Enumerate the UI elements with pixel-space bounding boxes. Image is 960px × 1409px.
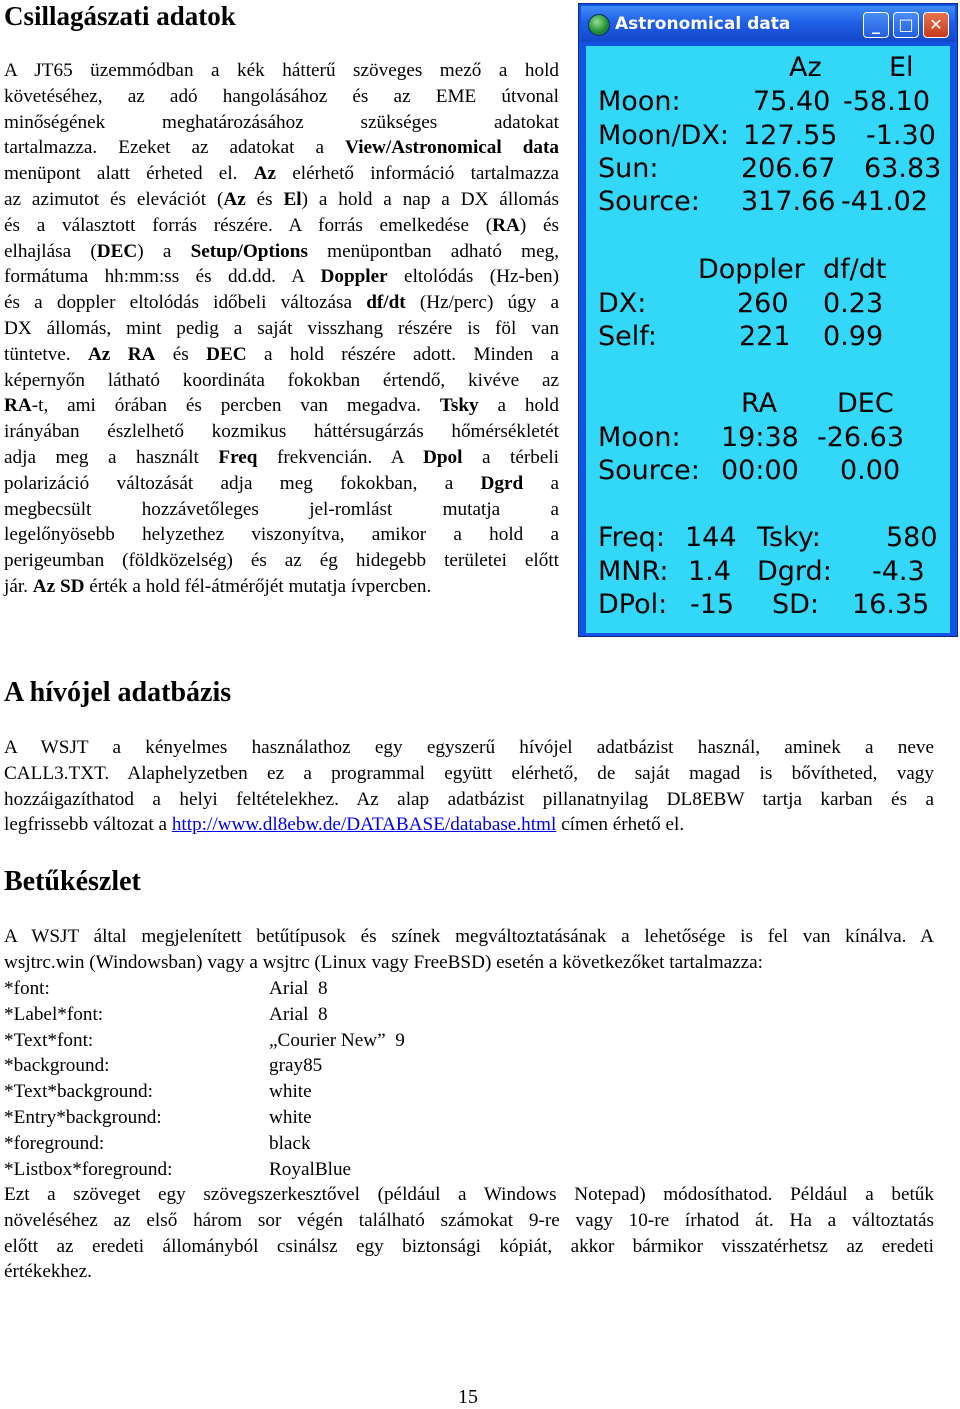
source-radec-label: Source: bbox=[598, 455, 700, 486]
dx-dfdt-value: 0.23 bbox=[823, 288, 884, 319]
mnr-label: MNR: bbox=[598, 556, 669, 587]
paragraph-line: A JT65 üzemmódban a kék hátterű szöveges mező a hold bbox=[4, 60, 559, 81]
moondx-el-value: -1.30 bbox=[866, 120, 936, 151]
settings-row bbox=[4, 1002, 604, 1028]
paragraph-line: wsjtrc.win (Windowsban) vagy a wsjtrc (Linux vagy FreeBSD) esetén a következőket tartalmazza: bbox=[4, 951, 764, 973]
header-ra: RA bbox=[741, 388, 778, 419]
paragraph-line: RA-t, ami órában és percben van megadva. Tsky a hold bbox=[4, 395, 559, 417]
sd-value: 16.35 bbox=[852, 589, 930, 620]
astronomical-data-window bbox=[578, 3, 958, 637]
page-number: 15 bbox=[458, 1386, 478, 1408]
paragraph-line: DX állomás, mint pedig a saját visszhang részére is föl van bbox=[4, 317, 559, 339]
section-title-fonts: Betűkészlet bbox=[4, 866, 141, 897]
close-button[interactable]: ✕ bbox=[923, 12, 949, 38]
paragraph-line: és a doppler eltolódás időbeli változása df/dt (Hz/perc) úgy a bbox=[4, 292, 559, 314]
paragraph-line: tüntetve. Az RA és DEC a hold részére adott. Minden a bbox=[4, 343, 560, 365]
text-fragment: címen érhető el. bbox=[556, 814, 685, 836]
setting-key: *Text*font: bbox=[4, 1029, 94, 1051]
paragraph-line: jár. Az SD érték a hold fél-átmérőjét mutatja ívpercben. bbox=[4, 575, 432, 597]
sun-label: Sun: bbox=[598, 153, 659, 184]
moon-ra-value: 19:38 bbox=[721, 422, 799, 453]
self-doppler-value: 221 bbox=[739, 321, 791, 352]
section-title-astronomical-data: Csillagászati adatok bbox=[4, 1, 236, 31]
source-el-value: -41.02 bbox=[841, 186, 929, 217]
callsign-database-paragraph bbox=[4, 735, 934, 838]
astronomical-data-paragraph bbox=[4, 58, 559, 600]
sd-label: SD: bbox=[772, 589, 820, 620]
sun-az-value: 206.67 bbox=[741, 153, 836, 184]
self-label: Self: bbox=[598, 321, 657, 352]
settings-row bbox=[4, 976, 604, 1002]
paragraph-line: formátuma hh:mm:ss és dd.dd. A Doppler eltolódás (Hz-ben) bbox=[4, 266, 559, 288]
paragraph-line: értékekhez. bbox=[4, 1261, 92, 1283]
fonts-outro-paragraph bbox=[4, 1182, 934, 1285]
setting-value: RoyalBlue bbox=[269, 1158, 352, 1180]
setting-key: *Entry*background: bbox=[4, 1106, 162, 1128]
setting-key: *Label*font: bbox=[4, 1003, 104, 1025]
dpol-value: -15 bbox=[690, 589, 735, 620]
text-fragment: legfrissebb változat a bbox=[4, 814, 172, 836]
paragraph-line: irányában észlelhető kozmikus háttérsugárzás hőmérsékletét bbox=[4, 421, 559, 443]
section-title-callsign-database: A hívójel adatbázis bbox=[4, 677, 232, 708]
minimize-button[interactable]: _ bbox=[863, 12, 889, 38]
freq-value: 144 bbox=[685, 522, 737, 553]
settings-list bbox=[4, 976, 604, 1182]
settings-row bbox=[4, 1157, 604, 1183]
setting-value: Arial 8 bbox=[269, 978, 328, 999]
paragraph-line: legelőnyösebb helyzethez viszonyítva, amikor a hold a bbox=[4, 524, 559, 546]
paragraph-line: tartalmazza. Ezeket az adatokat a View/Astronomical data bbox=[4, 137, 559, 159]
moondx-az-value: 127.55 bbox=[743, 120, 838, 151]
paragraph-line: képernyőn látható koordináta fokokban értendő, kivéve az bbox=[4, 369, 559, 391]
settings-row bbox=[4, 1131, 604, 1157]
moon-label: Moon: bbox=[598, 86, 681, 117]
moondx-label: Moon/DX: bbox=[598, 120, 729, 151]
astro-data-panel bbox=[586, 46, 950, 633]
source-ra-value: 00:00 bbox=[721, 455, 799, 486]
header-az: Az bbox=[789, 52, 822, 83]
paragraph-line: A WSJT a kényelmes használathoz egy egyszerű hívójel adatbázist használ, aminek a neve bbox=[4, 737, 934, 758]
paragraph-line: Ezt a szöveget egy szövegszerkesztővel (például a Windows Notepad) módosíthatod. Például a betűk bbox=[4, 1184, 934, 1205]
paragraph-line: növeléséhez az első három sor végén található számokat 9-re vagy 10-re írhatod át. Ha a változtatás bbox=[4, 1209, 934, 1231]
setting-key: *font: bbox=[4, 978, 50, 999]
paragraph-line: és a választott forrás részére. A forrás emelkedése (RA) és bbox=[4, 214, 560, 236]
moon-radec-label: Moon: bbox=[598, 422, 681, 453]
dpol-label: DPol: bbox=[598, 589, 668, 620]
setting-value: white bbox=[269, 1081, 312, 1103]
paragraph-line: hozzáigazíthatod a helyi feltételekhez. Az alap adatbázist pillanatnyilag DL8EBW tartja karban és a bbox=[4, 788, 934, 810]
fonts-intro-paragraph bbox=[4, 924, 934, 976]
dgrd-value: -4.3 bbox=[872, 556, 925, 587]
moon-az-value: 75.40 bbox=[753, 86, 831, 117]
tsky-label: Tsky: bbox=[757, 522, 821, 553]
settings-row bbox=[4, 1028, 604, 1054]
maximize-button[interactable]: □ bbox=[893, 12, 919, 38]
paragraph-line: menüpont alatt érheted el. Az elérhető információ tartalmazza bbox=[4, 163, 559, 185]
self-dfdt-value: 0.99 bbox=[823, 321, 884, 352]
mnr-value: 1.4 bbox=[688, 556, 731, 587]
paragraph-line: minőségének meghatározásához szükséges adatokat bbox=[4, 111, 559, 133]
setting-key: *Text*background: bbox=[4, 1081, 153, 1103]
setting-value: Arial 8 bbox=[269, 1003, 328, 1025]
header-dfdt: df/dt bbox=[823, 254, 887, 285]
tsky-value: 580 bbox=[886, 522, 938, 553]
database-link[interactable]: http://www.dl8ebw.de/DATABASE/database.html bbox=[171, 814, 557, 836]
moon-dec-value: -26.63 bbox=[817, 422, 905, 453]
dx-label: DX: bbox=[598, 288, 647, 319]
paragraph-line: polarizáció változását adja meg fokokban, a Dgrd a bbox=[4, 472, 559, 494]
header-doppler: Doppler bbox=[698, 254, 805, 285]
paragraph-line: elhajlása (DEC) a Setup/Options menüpontban adható meg, bbox=[4, 240, 560, 262]
setting-value: white bbox=[269, 1106, 312, 1128]
freq-label: Freq: bbox=[598, 522, 665, 553]
setting-key: *foreground: bbox=[4, 1132, 105, 1154]
source-az-value: 317.66 bbox=[741, 186, 836, 217]
setting-value: „Courier New” 9 bbox=[269, 1029, 405, 1051]
header-dec: DEC bbox=[837, 388, 894, 419]
paragraph-line bbox=[4, 812, 934, 838]
globe-icon bbox=[588, 14, 610, 36]
setting-key: *Listbox*foreground: bbox=[4, 1158, 173, 1180]
settings-row bbox=[4, 1053, 604, 1079]
header-el: El bbox=[889, 52, 914, 83]
settings-row bbox=[4, 1079, 604, 1105]
sun-el-value: 63.83 bbox=[864, 153, 942, 184]
source-label: Source: bbox=[598, 186, 700, 217]
paragraph-line: követéséhez, az adó hangolásához és az EME útvonal bbox=[4, 85, 559, 107]
dgrd-label: Dgrd: bbox=[757, 556, 832, 587]
setting-key: *background: bbox=[4, 1055, 110, 1077]
window-title: Astronomical data bbox=[615, 14, 791, 34]
setting-value: black bbox=[269, 1132, 311, 1154]
paragraph-line: CALL3.TXT. Alaphelyzetben ez a programmal együtt elérhető, de saját magad is bővítheted, vagy bbox=[4, 762, 934, 784]
paragraph-line: megbecsült hozzávetőleges jel-romlást mutatja a bbox=[4, 498, 559, 520]
paragraph-line: A WSJT által megjelenített betűtípusok és színek megváltoztatásának a lehetősége is fel van kínálva. A bbox=[4, 926, 934, 947]
settings-row bbox=[4, 1105, 604, 1131]
source-dec-value: 0.00 bbox=[840, 455, 901, 486]
setting-value: gray85 bbox=[269, 1055, 323, 1077]
paragraph-line: perigeumban (földközelség) és az ég hidegebb területei előtt bbox=[4, 550, 559, 572]
window-titlebar[interactable] bbox=[581, 6, 955, 42]
moon-el-value: -58.10 bbox=[843, 86, 931, 117]
paragraph-line: előtt az eredeti állományból csinálsz egy biztonsági kópiát, akkor bármikor visszatérhetsz az eredeti bbox=[4, 1235, 934, 1257]
dx-doppler-value: 260 bbox=[737, 288, 789, 319]
paragraph-line: adja meg a használt Freq frekvencián. A Dpol a térbeli bbox=[4, 446, 560, 468]
paragraph-line: az azimutot és elevációt (Az és El) a hold a nap a DX állomás bbox=[4, 188, 559, 210]
